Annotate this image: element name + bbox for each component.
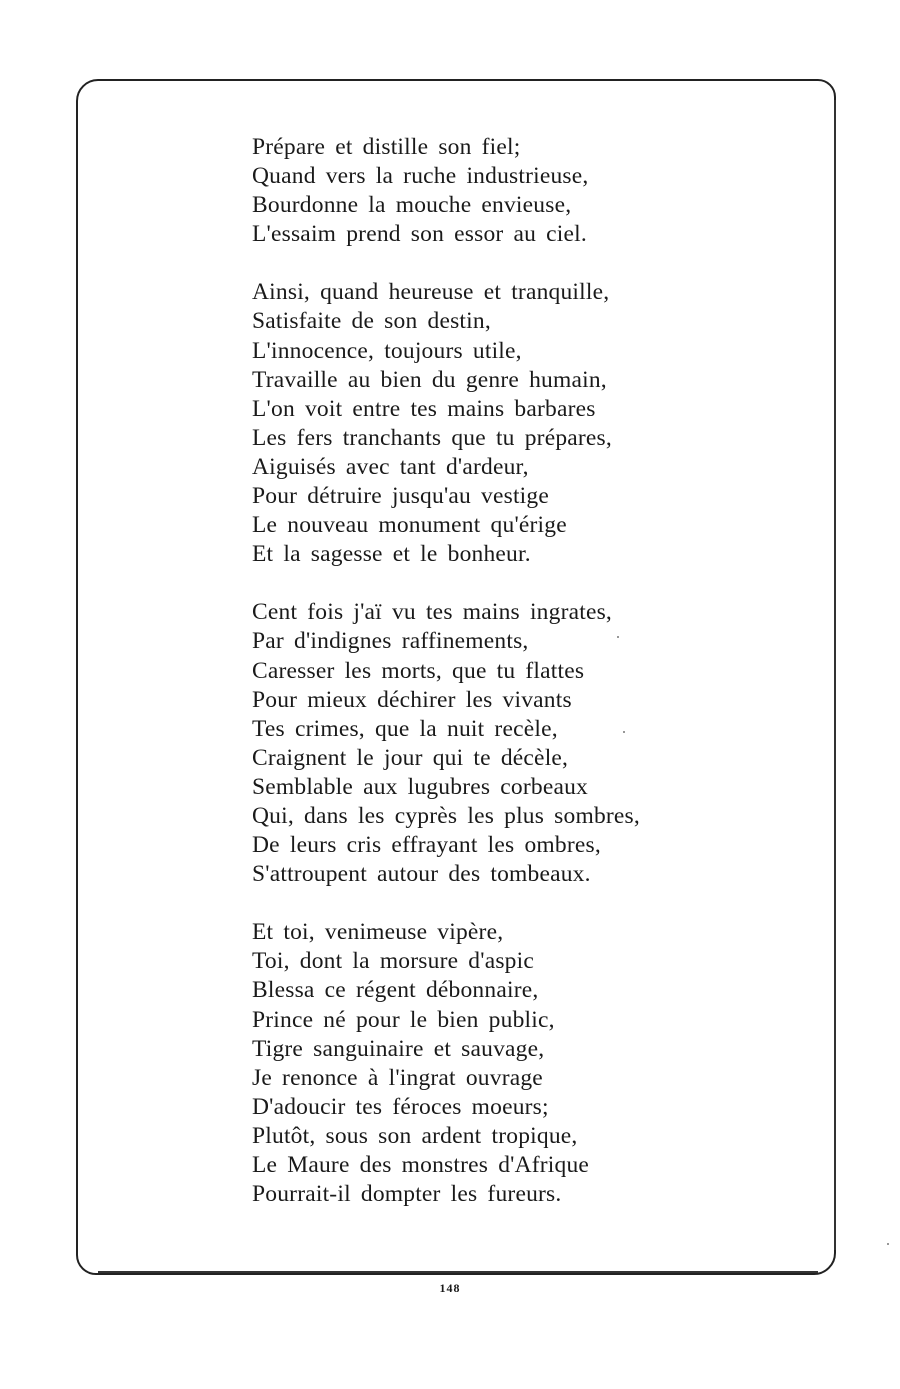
verse-line: Bourdonne la mouche envieuse, <box>252 192 572 219</box>
verse-line: Par d'indignes raffinements, <box>252 628 529 655</box>
verse-line: Tigre sanguinaire et sauvage, <box>252 1035 545 1062</box>
print-speck <box>887 1243 889 1245</box>
verse-line: Les fers tranchants que tu prépares, <box>252 424 612 451</box>
poem-body <box>252 133 732 1238</box>
page-border-bottom-rule <box>98 1271 818 1273</box>
verse-line: Pourrait-il dompter les fureurs. <box>252 1181 562 1208</box>
verse-line: Pour mieux déchirer les vivants <box>252 686 572 713</box>
verse-line: Le Maure des monstres d'Afrique <box>252 1152 590 1178</box>
page-border-right-rule <box>834 100 836 1250</box>
verse-line: Aiguisés avec tant d'ardeur, <box>252 453 529 480</box>
stanza <box>252 598 732 889</box>
verse-line: Craignent le jour qui te décèle, <box>252 744 569 771</box>
page-number: 148 <box>439 1281 461 1295</box>
verse-line: Plutôt, sous son ardent tropique, <box>252 1122 578 1149</box>
verse-line: Toi, dont la morsure d'aspic <box>252 948 534 975</box>
verse-line: Cent fois j'aï vu tes mains ingrates, <box>252 599 613 626</box>
verse-line: Caresser les morts, que tu flattes <box>252 657 585 684</box>
verse-line: S'attroupent autour des tombeaux. <box>252 861 591 888</box>
verse-line: Blessa ce régent débonnaire, <box>252 977 539 1004</box>
verse-line: Ainsi, quand heureuse et tranquille, <box>252 279 610 306</box>
verse-line: Pour détruire jusqu'au vestige <box>252 483 549 510</box>
verse-line: D'adoucir tes féroces moeurs; <box>252 1093 549 1120</box>
verse-line: L'on voit entre tes mains barbares <box>252 395 596 422</box>
verse-line: Qui, dans les cyprès les plus sombres, <box>252 802 640 829</box>
verse-line: Travaille au bien du genre humain, <box>252 366 607 393</box>
verse-line: Prépare et distille son fiel; <box>252 134 521 160</box>
verse-line: Et toi, venimeuse vipère, <box>252 919 504 946</box>
verse-line: Semblable aux lugubres corbeaux <box>252 773 589 800</box>
verse-line: L'innocence, toujours utile, <box>252 337 522 364</box>
verse-line: Prince né pour le bien public, <box>252 1006 555 1033</box>
verse-line: L'essaim prend son essor au ciel. <box>252 221 587 248</box>
stanza <box>252 133 732 249</box>
verse-line: Le nouveau monument qu'érige <box>252 512 567 539</box>
verse-line: De leurs cris effrayant les ombres, <box>252 832 601 859</box>
verse-line: Et la sagesse et le bonheur. <box>252 541 531 568</box>
verse-line: Tes crimes, que la nuit recèle, <box>252 715 558 742</box>
stanza <box>252 918 732 1209</box>
verse-line: Quand vers la ruche industrieuse, <box>252 163 589 190</box>
stanza <box>252 278 732 569</box>
verse-line: Je renonce à l'ingrat ouvrage <box>252 1064 543 1091</box>
verse-line: Satisfaite de son destin, <box>252 308 491 335</box>
